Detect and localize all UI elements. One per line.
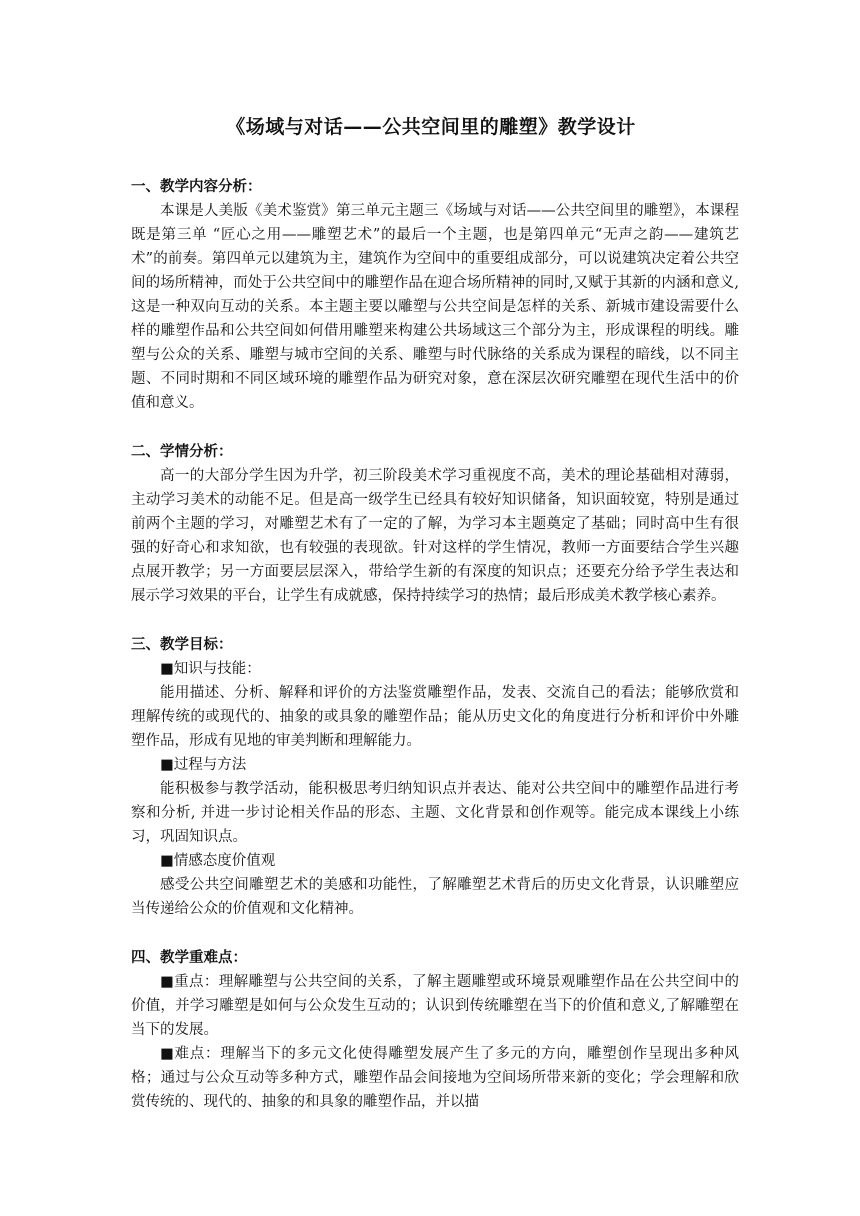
paragraph: 高一的大部分学生因为升学，初三阶段美术学习重视度不高，美术的理论基础相对薄弱，主动学习美术的动能不足。但是高一级学生已经具有较好知识储备，知识面较宽，特别是通过前两个主题的学习，对雕塑艺术有了一定的了解，为学习本主题奠定了基础；同时高中生有很强的好奇心和求知欲，也有较强的表现欲。针对这样的学生情况，教师一方面要结合学生兴趣点展开教学；另一方面要层层深入，带给学生新的有深度的知识点；还要充分给予学生表达和展示学习效果的平台，让学生有成就感，保持持续学习的热情；最后形成美术教学核心素养。 <box>131 468 739 604</box>
goal-text-emotion: 感受公共空间雕塑艺术的美感和功能性，了解雕塑艺术背后的历史文化背景，认识雕塑应当传递给公众的价值观和文化精神。 <box>131 877 739 917</box>
goal-label-emotion: ■情感态度价值观 <box>160 853 276 869</box>
goal-label-process: ■过程与方法 <box>160 757 247 773</box>
section-student-analysis <box>131 440 739 608</box>
section-content-analysis <box>131 175 739 415</box>
section-heading: 三、教学目标： <box>131 637 233 653</box>
section-heading: 二、学情分析： <box>131 444 233 460</box>
section-teaching-goals <box>131 633 739 921</box>
goal-text-knowledge: 能用描述、分析、解释和评价的方法鉴赏雕塑作品，发表、交流自己的看法；能够欣赏和理解传统的或现代的、抽象的或具象的雕塑作品；能从历史文化的角度进行分析和评价中外雕塑作品，形成有见地的审美判断和理解能力。 <box>131 685 739 749</box>
document-title: 《场域与对话——公共空间里的雕塑》教学设计 <box>226 116 636 138</box>
paragraph: 本课是人美版《美术鉴赏》第三单元主题三《场域与对话——公共空间里的雕塑》，本课程既是第三单 “匠心之用——雕塑艺术”的最后一个主题，也是第四单元“无声之韵——建筑艺术”的前奏。第四单元以建筑为主，建筑作为空间中的重要组成部分，可以说建筑决定着公共空间的场所精神，而处于公共空间中的雕塑作品在迎合场所精神的同时,又赋于其新的内涵和意义,这是一种双向互动的关系。本主题主要以雕塑与公共空间是怎样的关系、新城市建设需要什么样的雕塑作品和公共空间如何借用雕塑来构建公共场域这三个部分为主，形成课程的明线。雕塑与公众的关系、雕塑与城市空间的关系、雕塑与时代脉络的关系成为课程的暗线，以不同主题、不同时期和不同区域环境的雕塑作品为研究对象，意在深层次研究雕塑在现代生活中的价值和意义。 <box>131 203 739 411</box>
section-heading: 四、教学重难点： <box>131 950 247 966</box>
paragraph-difficulties: ■难点：理解当下的多元文化使得雕塑发展产生了多元的方向，雕塑创作呈现出多种风格；通过与公众互动等多种方式，雕塑作品会间接地为空间场所带来新的变化；学会理解和欣赏传统的、现代的、抽象的和具象的雕塑作品，并以描 <box>131 1046 739 1110</box>
section-heading: 一、教学内容分析： <box>131 179 262 195</box>
goal-label-knowledge: ■知识与技能： <box>160 661 261 677</box>
document-page <box>131 112 739 1139</box>
goal-text-process: 能积极参与教学活动，能积极思考归纳知识点并表达、能对公共空间中的雕塑作品进行考察和分析, 并进一步讨论相关作品的形态、主题、文化背景和创作观等。能完成本课线上小练习，巩固知识点。 <box>131 781 739 845</box>
section-key-difficulties <box>131 946 739 1114</box>
paragraph-key-points: ■重点：理解雕塑与公共空间的关系，了解主题雕塑或环境景观雕塑作品在公共空间中的价值，并学习雕塑是如何与公众发生互动的；认识到传统雕塑在当下的价值和意义,了解雕塑在当下的发展。 <box>131 974 739 1038</box>
